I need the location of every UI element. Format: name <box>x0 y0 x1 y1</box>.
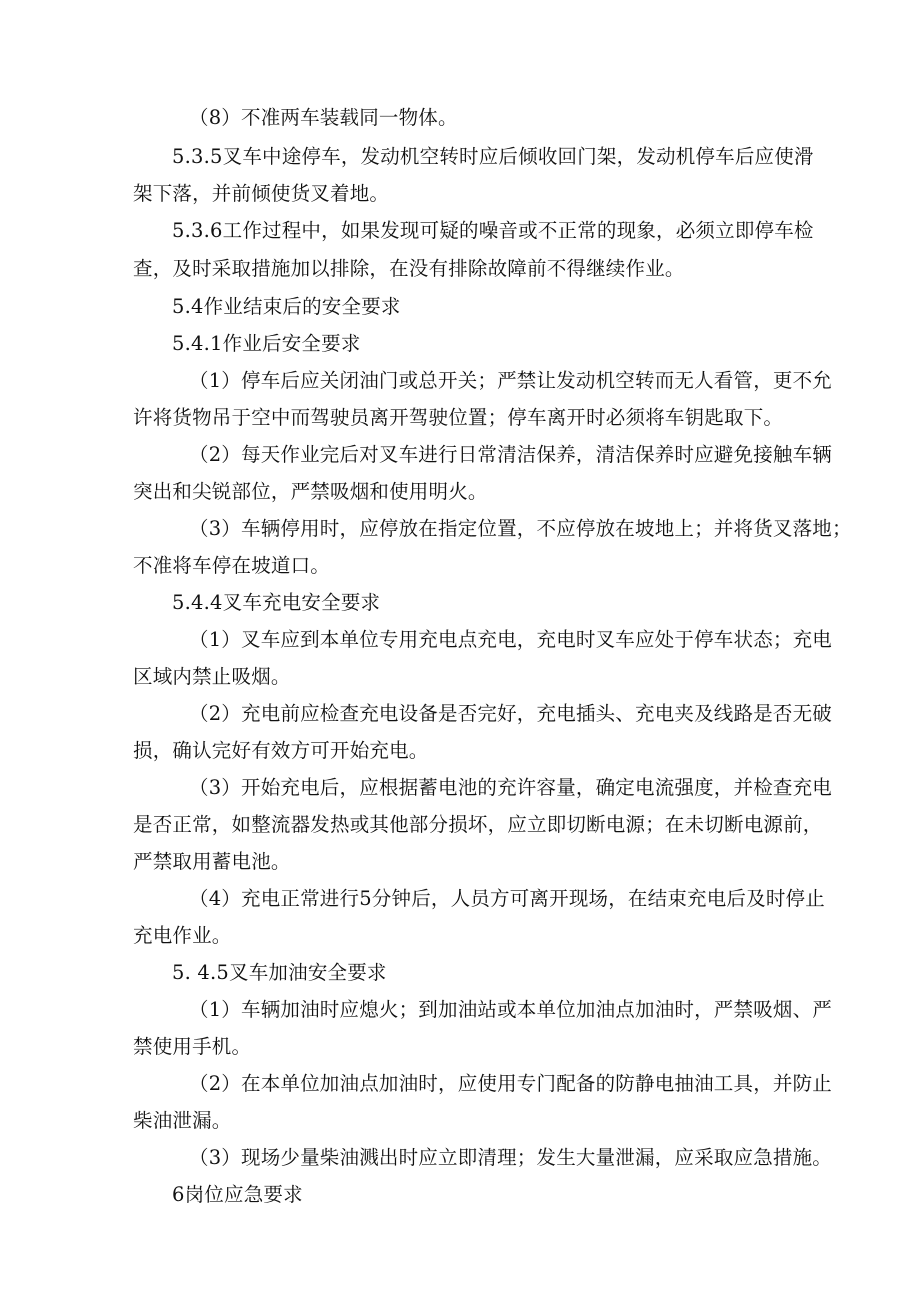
text-line: 区域内禁止吸烟。 <box>133 665 291 688</box>
subsection-heading: 5.4.4叉车充电安全要求 <box>172 591 381 614</box>
text-line: （1）停车后应关闭油门或总开关；严禁让发动机空转而无人看管，更不允 <box>189 369 833 392</box>
text-line: （3）车辆停用时，应停放在指定位置，不应停放在坡地上；并将货叉落地； <box>189 517 852 540</box>
text-line: （3）开始充电后，应根据蓄电池的充许容量，确定电流强度，并检查充电 <box>189 776 833 799</box>
text-line: 查，及时采取措施加以排除，在没有排除故障前不得继续作业。 <box>133 257 685 280</box>
text-line: 不准将车停在坡道口。 <box>133 554 331 577</box>
text-line: （2）每天作业完后对叉车进行日常清洁保养，清洁保养时应避免接触车辆 <box>189 443 833 466</box>
text-line: 许将货物吊于空中而驾驶员离开驾驶位置；停车离开时必须将车钥匙取下。 <box>133 406 784 429</box>
section-heading: 6岗位应急要求 <box>172 1183 303 1206</box>
text-line: 5.3.5叉车中途停车，发动机空转时应后倾收回门架，发动机停车后应使滑 <box>172 145 814 168</box>
text-line: 突出和尖锐部位，严禁吸烟和使用明火。 <box>133 480 488 503</box>
text-line: （3）现场少量柴油溅出时应立即清理；发生大量泄漏，应采取应急措施。 <box>189 1146 833 1169</box>
subsection-heading: 5.4.1作业后安全要求 <box>172 332 361 355</box>
text-line: 严禁取用蓄电池。 <box>133 850 291 873</box>
text-line: （1）叉车应到本单位专用充电点充电，充电时叉车应处于停车状态；充电 <box>189 628 833 651</box>
text-line: 禁使用手机。 <box>133 1035 252 1058</box>
text-line: 充电作业。 <box>133 924 232 947</box>
text-line: （2）在本单位加油点加油时，应使用专门配备的防静电抽油工具，并防止 <box>189 1072 833 1095</box>
text-line: 柴油泄漏。 <box>133 1109 232 1132</box>
text-line: （1）车辆加油时应熄火；到加油站或本单位加油点加油时，严禁吸烟、严 <box>189 998 833 1021</box>
text-line: 架下落，并前倾使货叉着地。 <box>133 182 390 205</box>
text-line: 是否正常，如整流器发热或其他部分损坏，应立即切断电源；在未切断电源前， <box>133 813 823 836</box>
text-line: 损，确认完好有效方可开始充电。 <box>133 739 429 762</box>
text-line: （8）不准两车装载同一物体。 <box>189 106 458 129</box>
section-heading: 5.4作业结束后的安全要求 <box>172 295 401 318</box>
text-line: （2）充电前应检查充电设备是否完好，充电插头、充电夹及线路是否无破 <box>189 702 833 725</box>
subsection-heading: 5. 4.5叉车加油安全要求 <box>172 961 387 984</box>
text-line: （4）充电正常进行5分钟后，人员方可离开现场，在结束充电后及时停止 <box>189 887 825 910</box>
text-line: 5.3.6工作过程中，如果发现可疑的噪音或不正常的现象，必须立即停车检 <box>172 219 814 242</box>
